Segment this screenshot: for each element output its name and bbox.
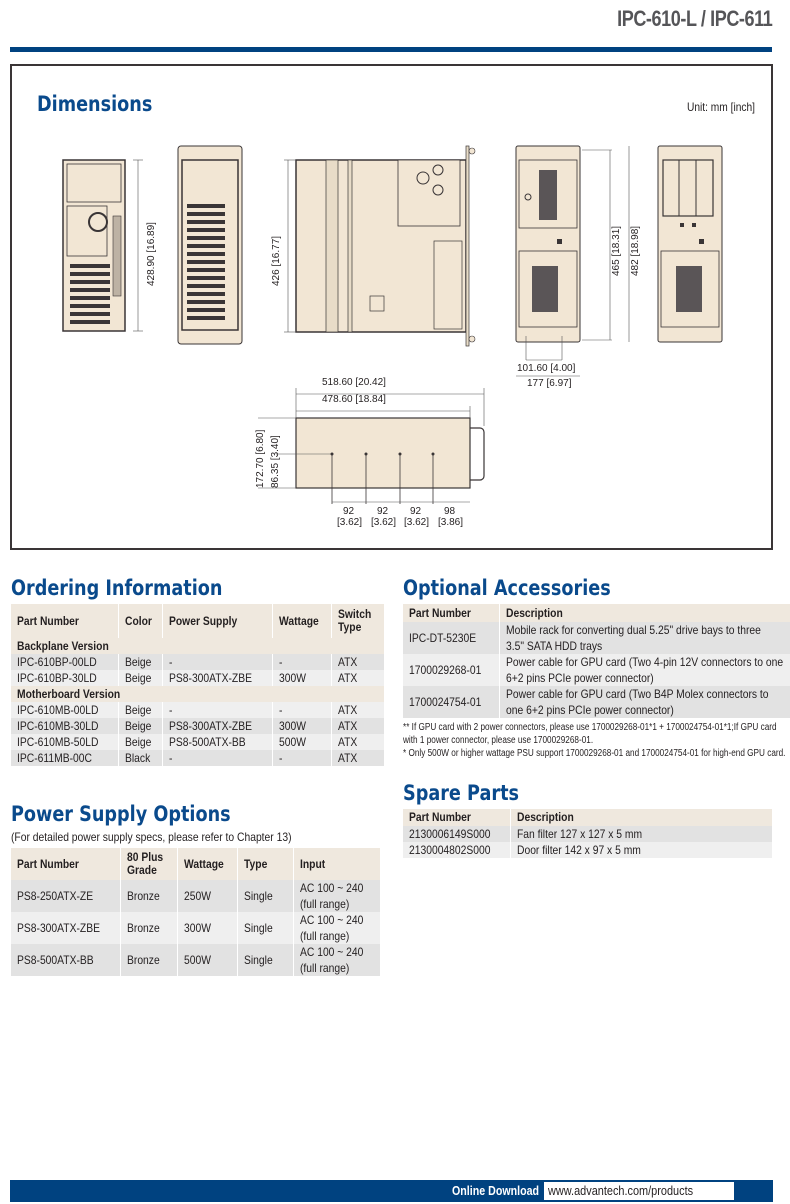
accessories-section <box>403 576 786 760</box>
dimension-drawings <box>12 66 775 552</box>
top-view-drawing <box>284 146 475 346</box>
svg-text:[3.62]: [3.62] <box>404 517 430 528</box>
accessories-notes: ** If GPU card with 2 power connectors, please use 1700029268-01*1 + 1700024754-01*1;If GPU card with 1 power connector, please use 1700029268-01. * Only 500W or higher wattage PSU support 1700029268-01 and 1700024754-01 for high-end GPU card. <box>403 722 786 759</box>
spare-parts-heading: Spare Parts <box>403 781 520 805</box>
dimensions-heading: Dimensions <box>37 92 153 116</box>
table-row: PS8-500ATX-BB Bronze 500W Single AC 100 ~ 240 (full range) <box>11 944 381 976</box>
table-row: IPC-610BP-30LD Beige PS8-300ATX-ZBE 300W ATX <box>11 670 384 686</box>
power-supply-subtitle: (For detailed power supply specs, please refer to Chapter 13) <box>11 830 292 844</box>
col-color: Color <box>118 604 162 638</box>
svg-text:98: 98 <box>444 506 456 517</box>
table-row: IPC-610MB-30LD Beige PS8-300ATX-ZBE 300W ATX <box>11 718 384 734</box>
col-wattage: Wattage <box>272 604 331 638</box>
front-inner-height-label: 465 [18.31] <box>611 225 622 276</box>
table-row: 2130004802S000 Door filter 142 x 97 x 5 mm <box>403 842 773 858</box>
svg-text:[3.62]: [3.62] <box>371 517 397 528</box>
table-row: IPC-DT-5230E Mobile rack for converting dual 5.25" drive bays to three 3.5" SATA HDD trays <box>403 622 790 654</box>
download-url-link[interactable]: www.advantech.com/products <box>544 1182 734 1200</box>
table-row: IPC-610MB-50LD Beige PS8-500ATX-BB 500W ATX <box>11 734 384 750</box>
front-view-rack-drawing <box>658 146 722 342</box>
ordering-heading: Ordering Information <box>11 576 223 600</box>
table-row: PS8-250ATX-ZE Bronze 250W Single AC 100 ~ 240 (full range) <box>11 880 381 912</box>
table-row: IPC-610MB-00LD Beige - - ATX <box>11 702 384 718</box>
svg-text:92: 92 <box>410 506 422 517</box>
svg-text:[3.86]: [3.86] <box>438 517 464 528</box>
side-body-length-label: 478.60 [18.84] <box>322 394 386 405</box>
power-supply-heading: Power Supply Options <box>11 802 231 826</box>
side-view-drawing <box>258 388 484 504</box>
rear-view-drawing <box>63 160 143 331</box>
col-switch-type: Switch Type <box>331 604 384 638</box>
spare-parts-table: Part Number Description 2130006149S000 Fan filter 127 x 127 x 5 mm 2130004802S000 Door filter 142 x 97 x 5 mm <box>403 809 773 858</box>
table-row: 1700024754-01 Power cable for GPU card (Two B4P Molex connectors to one 6+2 pins PCIe power connector) <box>403 686 790 718</box>
svg-text:92: 92 <box>377 506 389 517</box>
side-half-height-label: 86.35 [3.40] <box>270 435 281 488</box>
table-row: IPC-610BP-00LD Beige - - ATX <box>11 654 384 670</box>
table-row: 1700029268-01 Power cable for GPU card (Two 4-pin 12V connectors to one 6+2 pins PCIe power connector) <box>403 654 790 686</box>
table-row: PS8-300ATX-ZBE Bronze 300W Single AC 100 ~ 240 (full range) <box>11 912 381 944</box>
accessories-heading: Optional Accessories <box>403 576 611 600</box>
svg-text:[3.62]: [3.62] <box>337 517 363 528</box>
col-part-number: Part Number <box>11 604 118 638</box>
dimensions-panel <box>10 64 773 550</box>
front-outer-height-label: 482 [18.98] <box>630 225 641 276</box>
svg-text:92: 92 <box>343 506 355 517</box>
group-row: Backplane Version <box>11 638 384 654</box>
ordering-table <box>11 604 385 766</box>
spare-parts-section <box>403 781 773 858</box>
rear-view-rack-drawing <box>178 146 242 344</box>
title-rule <box>10 47 772 52</box>
table-row: 2130006149S000 Fan filter 127 x 127 x 5 mm <box>403 826 773 842</box>
power-supply-table: Part Number 80 Plus Grade Wattage Type Input PS8-250ATX-ZE Bronze 250W Single AC 100 ~ 240 (full range) PS8-300ATX-ZBE Bronze 300W Single AC 100 ~ 240 (full range) PS8-500ATX-BB Bronze 500W Single AC 100 ~ 240 (full range) <box>11 848 381 976</box>
document-title: IPC-610-L / IPC-611 <box>616 6 772 31</box>
accessories-table: Part Number Description IPC-DT-5230E Mobile rack for converting dual 5.25" drive bays to three 3.5" SATA HDD trays 1700029268-01 Power cable for GPU card (Two 4-pin 12V connectors to one 6+2 pins PCIe power connector) 1700024754-01 Power cable for GPU card (Two B4P Molex connectors to one 6+2 pins PCIe power connector) <box>403 604 790 718</box>
group-row: Motherboard Version <box>11 686 384 702</box>
table-row: IPC-611MB-00C Black - - ATX <box>11 750 384 766</box>
top-depth-label: 426 [16.77] <box>271 235 282 286</box>
col-power-supply: Power Supply <box>163 604 272 638</box>
side-height-label: 172.70 [6.80] <box>255 429 266 488</box>
front-hole-spacing-label: 101.60 [4.00] <box>517 363 576 374</box>
online-download-label: Online Download <box>452 1183 540 1198</box>
ordering-section <box>11 576 381 766</box>
front-width-label: 177 [6.97] <box>527 378 572 389</box>
side-total-length-label: 518.60 [20.42] <box>322 377 386 388</box>
power-supply-section <box>11 802 381 976</box>
rear-height-label: 428.90 [16.89] <box>146 222 157 286</box>
unit-label: Unit: mm [inch] <box>686 100 755 114</box>
footer-bar <box>10 1180 773 1202</box>
